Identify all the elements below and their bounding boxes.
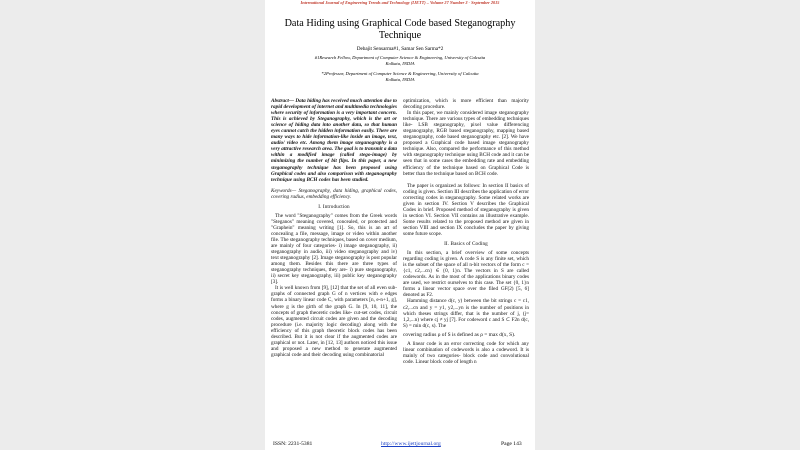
left-column bbox=[271, 98, 397, 438]
paragraph: The word "Steganography" comes from the Greek words "Steganos" meaning covered, concealed, or protected and "Graphein" meaning writing [1]. So, this is an art of concealing a file, message, image or video within another file. The steganography techniques, based on cover medium, are mainly of four categories- i) image steganography, ii) steganography in audio, iii) video steganography and iv) text steganography [2]. Image steganography is post popular among them. Besides this there are three types of steganography techniques, they are- i) pure steganography, ii) secret key steganography, iii) public key steganography [3]. bbox=[271, 212, 397, 286]
paragraph: In this section, a brief overview of some concepts regarding coding is given. A code S is any finite set, which is the subset of the space of all n-bit vectors of the form c = {c1, c2,...cn} ∈ {0, 1}n. The vectors in S are called codewords. As in the most of the applications binary codes are used, we restrict ourselves to this case. The set {0, 1}n forms a linear vector space over the filed GF(2) [5, 6] denoted as F2. bbox=[403, 250, 529, 299]
footer-url-link[interactable]: http://www.ijettjournal.org bbox=[381, 441, 441, 447]
section-heading-basics-of-coding: II. Basics of Coding bbox=[444, 241, 488, 248]
paragraph: A linear code is an error correcting code for which any linear combination of codewords is also a codeword. It is mainly of two categories- block code and convolutional code. Linear block code of length n bbox=[403, 340, 529, 365]
covering-radius-formula: covering radius ρ of S is defined as ρ = max d(x, S). bbox=[403, 331, 516, 338]
abstract: Abstract— Data hiding has received much attention due to rapid development of internet and multimedia technologies where security of information is a very important concern. This is achieved by Steganography, which is the art or science of hiding data into another data, so that human eyes cannot catch the hidden information easily. There are many ways to hide information-like inside an image, text, audio/ video etc. Among them image steganography is a very attractive research area. The goal is to transmit a data within a modified image (called stego-image) by minimizing the number of bit flips. In this paper, a new steganography technique has been proposed using Graphical codes and also comparison with steganography technique using BCH codes has been studied. bbox=[271, 98, 397, 183]
section-heading-introduction: I. Introduction bbox=[318, 203, 350, 210]
affiliation-line: Kolkata, INDIA bbox=[385, 61, 415, 66]
paper-title bbox=[265, 18, 535, 42]
title-line-2: Technique bbox=[378, 30, 422, 41]
affiliation-line: *2Professor, Department of Computer Science & Engineering, University of Calcutta bbox=[321, 71, 479, 76]
journal-header: International Journal of Engineering Trends and Technology (IJETT) – Volume 27 Number 3 - September 2015 bbox=[300, 0, 500, 5]
paragraph: In this paper, we mainly considered image steganography technique. There are various types of embedding techniques like- LSB steganography, pixel value differencing steganography, RGB based steganography, mapping based steganography, code based steganography etc. [2]. We have proposed a Graphical code based image steganography technique. Also, compared the performance of this method with steganography technique using BCH code and it can be seen that in some cases the embedding rate and embedding efficiency of the technique based on Graphical Code is better than the technique based on BCH code. bbox=[403, 110, 529, 177]
paragraph: optimization, which is more efficient than majority decoding procedure. bbox=[403, 98, 529, 111]
right-column bbox=[403, 98, 529, 438]
paragraph: The paper is organized as follows: In section II basics of coding is given. Section III describes the application of error correcting codes in steganography. Some related works are given in section IV. Section V describes the Graphical Codes in brief. Proposed method of steganography is given in section VI. Section VII contains an illustrative example. Some results related to the proposed method are given in section VIII and section IX concludes the paper by giving some future scope. bbox=[403, 182, 529, 237]
footer-page-number: Page 143 bbox=[501, 441, 522, 447]
paragraph: It is well known from [9], [12] that the set of all even sub-graphs of connected graph G of n vertices with e edges forms a binary linear code C, with parameters [n, e-n+1, g], where g is the girth of the graph G. In [9, 10, 11], the concepts of graph theoretic codes like- cut-set codes, circuit codes, augmented circuit codes are given and the decoding procedure (i.e. majority logic decoding) along with the efficiency of this graph theoretic block codes has been described. But it is not clear if the augmented codes are graphical or not. Later, in [12, 13] authors noticed this issue and proposed a new method to generate augmented graphical code and their decoding using combinatorial bbox=[271, 285, 397, 358]
keywords: Keywords— Steganography, data hiding, graphical codes, covering radius, embedding efficiency. bbox=[271, 187, 397, 200]
pdf-page bbox=[265, 0, 535, 450]
footer-issn: ISSN: 2231-5381 bbox=[273, 441, 313, 447]
paragraph: Hamming distance d(c, y) between the bit strings c = c1, c2,...cn and y = y1, y2,...yn is the number of positions in which theses strings differ, that is the number of j, (j= 1,2,...n) where cj ≠ yj [7]. For codeword c and S ⊂ F2n d(c, S) = min d(c, s). The bbox=[403, 298, 529, 329]
affiliation-line: #1Research Fellow, Department of Computer Science & Engineering, University of Calcutta bbox=[314, 55, 486, 60]
title-line-1: Data Hiding using Graphical Code based Steganography bbox=[284, 18, 516, 29]
authors: Debajit Sensarma#1, Samar Sen Sarma*2 bbox=[356, 46, 444, 52]
affiliation-line: Kolkata, INDIA bbox=[385, 77, 415, 82]
